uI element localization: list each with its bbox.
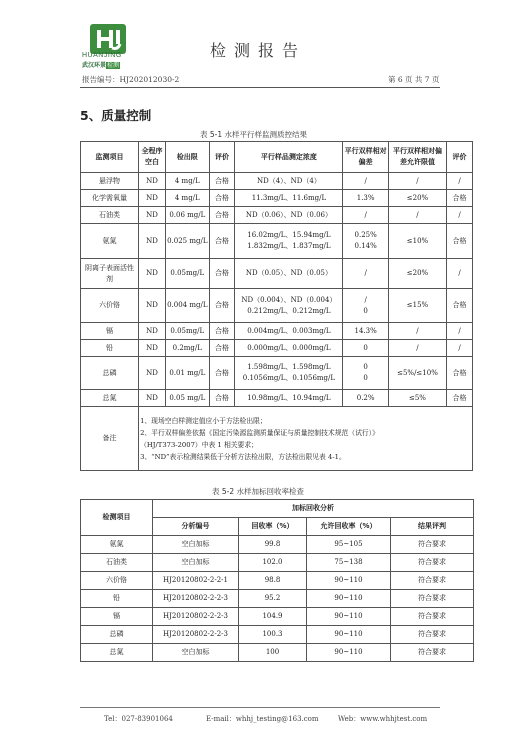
cell-item: 六价铬 (81, 289, 139, 323)
document-title: 检测报告 (210, 41, 307, 60)
cell-recovery: 104.9 (239, 608, 307, 626)
cell-item: 总磷 (81, 357, 139, 390)
cell-allowed: ≤15% (388, 289, 446, 323)
cell-eval: 合格 (209, 289, 235, 323)
cell-allowed-recovery: 90~110 (307, 590, 391, 608)
cell-limit: 0.06 mg/L (166, 207, 210, 224)
cell-item: 总氮 (81, 644, 153, 662)
cell-blank: ND (139, 207, 166, 224)
cell-recovery: 100 (239, 644, 307, 662)
cell-result: 符合要求 (391, 536, 474, 554)
cell-allowed-recovery: 75~138 (307, 554, 391, 572)
cell-deviation: 0 0 (343, 357, 389, 390)
cell-blank: ND (139, 173, 166, 190)
table-row (81, 289, 473, 323)
cell-eval: 合格 (209, 224, 235, 259)
table-row (81, 572, 474, 590)
cell-item: 悬浮物 (81, 173, 139, 190)
header-result: 结果评判 (391, 518, 474, 536)
cell-eval: 合格 (209, 173, 235, 190)
cell-sample-id: 空白加标 (153, 644, 239, 662)
spike-recovery-table (80, 499, 474, 662)
cell-blank: ND (139, 390, 166, 407)
notes-content (139, 407, 473, 471)
cell-limit: 0.025 mg/L (166, 224, 210, 259)
cell-limit: 0.05mg/L (166, 259, 210, 289)
table2-caption: 表 5-2 水样加标回收率检查 (212, 487, 305, 496)
company-logo (88, 22, 128, 56)
cell-blank: ND (139, 259, 166, 289)
cell-allowed-recovery: 90~110 (307, 644, 391, 662)
cell-limit: 0.05 mg/L (166, 390, 210, 407)
header-recovery: 回收率（%） (239, 518, 307, 536)
cell-allowed: / (388, 340, 446, 357)
cell-deviation: 0 (343, 340, 389, 357)
cell-eval2: / (447, 340, 473, 357)
logo-english: HUANJING (82, 52, 122, 59)
cell-concentration: ND（0.004）、ND（0.004） 0.212mg/L、0.212mg/L (235, 289, 343, 323)
cell-eval2: 合格 (447, 224, 473, 259)
footer-web: Web：www.whhjtest.com (338, 715, 428, 723)
cell-item: 铅 (81, 340, 139, 357)
cell-concentration: 10.98mg/L、10.94mg/L (235, 390, 343, 407)
cell-item: 六价铬 (81, 572, 153, 590)
cell-deviation: 1.3% (343, 190, 389, 207)
cell-eval2: 合格 (447, 190, 473, 207)
table-row (81, 190, 473, 207)
cell-allowed: ≤5%/≤10% (388, 357, 446, 390)
table-row (81, 173, 473, 190)
cell-deviation: 0.25% 0.14% (343, 224, 389, 259)
cell-result: 符合要求 (391, 572, 474, 590)
cell-blank: ND (139, 323, 166, 340)
header-concentration: 平行样品测定浓度 (235, 142, 343, 173)
cell-blank: ND (139, 190, 166, 207)
cell-limit: 4 mg/L (166, 173, 210, 190)
cell-eval2: / (447, 323, 473, 340)
note-line: 2、平行双样偏差依据《国定污染源监测质量保证与质量控制技术规范（试行）》 (140, 428, 379, 437)
cell-blank: ND (139, 289, 166, 323)
cell-item: 石油类 (81, 554, 153, 572)
cell-blank: ND (139, 340, 166, 357)
note-line: 3、“ND”表示检测结果低于分析方法检出限，方法检出限见表 4-1。 (140, 452, 346, 461)
header-limit: 检出限 (166, 142, 210, 173)
section-title: 5、质量控制 (80, 108, 152, 123)
table-row (81, 608, 474, 626)
cell-item: 化学需氧量 (81, 190, 139, 207)
table1-caption: 表 5-1 水样平行样监测质控结果 (200, 130, 308, 139)
table-row (81, 340, 473, 357)
header-eval: 评价 (209, 142, 235, 173)
cell-limit: 0.01 mg/L (166, 357, 210, 390)
cell-concentration: ND（0.06）、ND（0.06） (235, 207, 343, 224)
cell-eval: 合格 (209, 390, 235, 407)
note-line: （HJ/T373-2007）中表 1 相关要求； (140, 440, 258, 449)
cell-blank: ND (139, 224, 166, 259)
cell-allowed: / (388, 207, 446, 224)
cell-item: 石油类 (81, 207, 139, 224)
cell-concentration: ND（0.05）、ND（0.05） (235, 259, 343, 289)
cell-allowed-recovery: 90~110 (307, 572, 391, 590)
cell-allowed: ≤10% (388, 224, 446, 259)
note-line: 1、现场空白样测定值应小于方法检出限； (140, 416, 267, 425)
header-blank: 全程序空白 (139, 142, 166, 173)
header-group: 加标回收分析 (153, 500, 474, 518)
cell-item: 铅 (81, 590, 153, 608)
cell-recovery: 95.2 (239, 590, 307, 608)
notes-label: 备注 (81, 407, 139, 471)
table-row (81, 626, 474, 644)
header-sample-id: 分析编号 (153, 518, 239, 536)
cell-concentration: 0.004mg/L、0.003mg/L (235, 323, 343, 340)
header-allowed: 平行双样相对偏差允许限值 (388, 142, 446, 173)
cell-allowed-recovery: 95~105 (307, 536, 391, 554)
page-info: 第 6 页 共 7 页 (388, 75, 440, 84)
cell-concentration: ND（4）、ND（4） (235, 173, 343, 190)
cell-recovery: 102.0 (239, 554, 307, 572)
cell-sample-id: HJ20120802-2-2-3 (153, 590, 239, 608)
cell-result: 符合要求 (391, 626, 474, 644)
table-row (81, 224, 473, 259)
cell-item: 总磷 (81, 626, 153, 644)
cell-eval: 合格 (209, 190, 235, 207)
footer-divider (80, 707, 440, 708)
header-eval2: 评价 (447, 142, 473, 173)
cell-deviation: / (343, 173, 389, 190)
cell-eval2: / (447, 173, 473, 190)
cell-allowed: ≤20% (388, 190, 446, 207)
cell-sample-id: 空白加标 (153, 536, 239, 554)
cell-limit: 4 mg/L (166, 190, 210, 207)
cell-eval: 合格 (209, 357, 235, 390)
cell-item: 阴离子表面活性剂 (81, 259, 139, 289)
header-item: 监测项目 (81, 142, 139, 173)
notes-row (81, 407, 473, 471)
cell-item: 氨氮 (81, 536, 153, 554)
cell-result: 符合要求 (391, 590, 474, 608)
cell-item: 镉 (81, 323, 139, 340)
table-row (81, 259, 473, 289)
cell-concentration: 16.02mg/L、15.94mg/L 1.832mg/L、1.837mg/L (235, 224, 343, 259)
report-number: 报告编号：HJ202012030-2 (82, 75, 180, 84)
cell-recovery: 100.3 (239, 626, 307, 644)
cell-deviation: 14.3% (343, 323, 389, 340)
table-row (81, 357, 473, 390)
table-row (81, 536, 474, 554)
cell-recovery: 98.8 (239, 572, 307, 590)
table-row (81, 323, 473, 340)
cell-allowed-recovery: 90~110 (307, 608, 391, 626)
cell-blank: ND (139, 357, 166, 390)
cell-allowed: ≤5% (388, 390, 446, 407)
cell-deviation: / 0 (343, 289, 389, 323)
logo-chinese: 武汉环景检测 (82, 62, 120, 69)
cell-eval2: / (447, 207, 473, 224)
cell-eval: 合格 (209, 323, 235, 340)
cell-concentration: 11.3mg/L、11.6mg/L (235, 190, 343, 207)
cell-result: 符合要求 (391, 644, 474, 662)
cell-sample-id: HJ20120802-2-2-1 (153, 572, 239, 590)
cell-eval2: 合格 (447, 357, 473, 390)
cell-allowed-recovery: 90~110 (307, 626, 391, 644)
cell-deviation: / (343, 207, 389, 224)
header-allowed-recovery: 允许回收率（%） (307, 518, 391, 536)
table-row (81, 644, 474, 662)
cell-eval: 合格 (209, 340, 235, 357)
table-row (81, 390, 473, 407)
cell-allowed: / (388, 173, 446, 190)
cell-limit: 0.05mg/L (166, 323, 210, 340)
header-deviation: 平行双样相对偏差 (343, 142, 389, 173)
cell-limit: 0.004 mg/L (166, 289, 210, 323)
cell-eval: 合格 (209, 207, 235, 224)
cell-eval2: / (447, 259, 473, 289)
cell-result: 符合要求 (391, 554, 474, 572)
cell-item: 氨氮 (81, 224, 139, 259)
table-row (81, 590, 474, 608)
header-item: 检测项目 (81, 500, 153, 536)
cell-allowed: ≤20% (388, 259, 446, 289)
cell-result: 符合要求 (391, 608, 474, 626)
cell-recovery: 99.8 (239, 536, 307, 554)
cell-allowed: / (388, 323, 446, 340)
cell-deviation: 0.2% (343, 390, 389, 407)
footer-email: E-mail：whhj_testing@163.com (206, 715, 319, 723)
cell-sample-id: HJ20120802-2-2-3 (153, 608, 239, 626)
footer-tel: Tel：027-83901064 (104, 715, 173, 723)
cell-item: 镉 (81, 608, 153, 626)
qc-parallel-table (80, 141, 473, 471)
cell-limit: 0.2mg/L (166, 340, 210, 357)
cell-eval2: 合格 (447, 390, 473, 407)
cell-sample-id: HJ20120802-2-2-3 (153, 626, 239, 644)
cell-eval2: 合格 (447, 289, 473, 323)
cell-concentration: 0.000mg/L、0.000mg/L (235, 340, 343, 357)
header-divider (80, 87, 440, 88)
table-row (81, 207, 473, 224)
table-row (81, 554, 474, 572)
cell-item: 总氮 (81, 390, 139, 407)
cell-deviation: / (343, 259, 389, 289)
cell-eval: 合格 (209, 259, 235, 289)
cell-concentration: 1.598mg/L、1.598mg/L 0.1056mg/L、0.1056mg/L (235, 357, 343, 390)
cell-sample-id: 空白加标 (153, 554, 239, 572)
